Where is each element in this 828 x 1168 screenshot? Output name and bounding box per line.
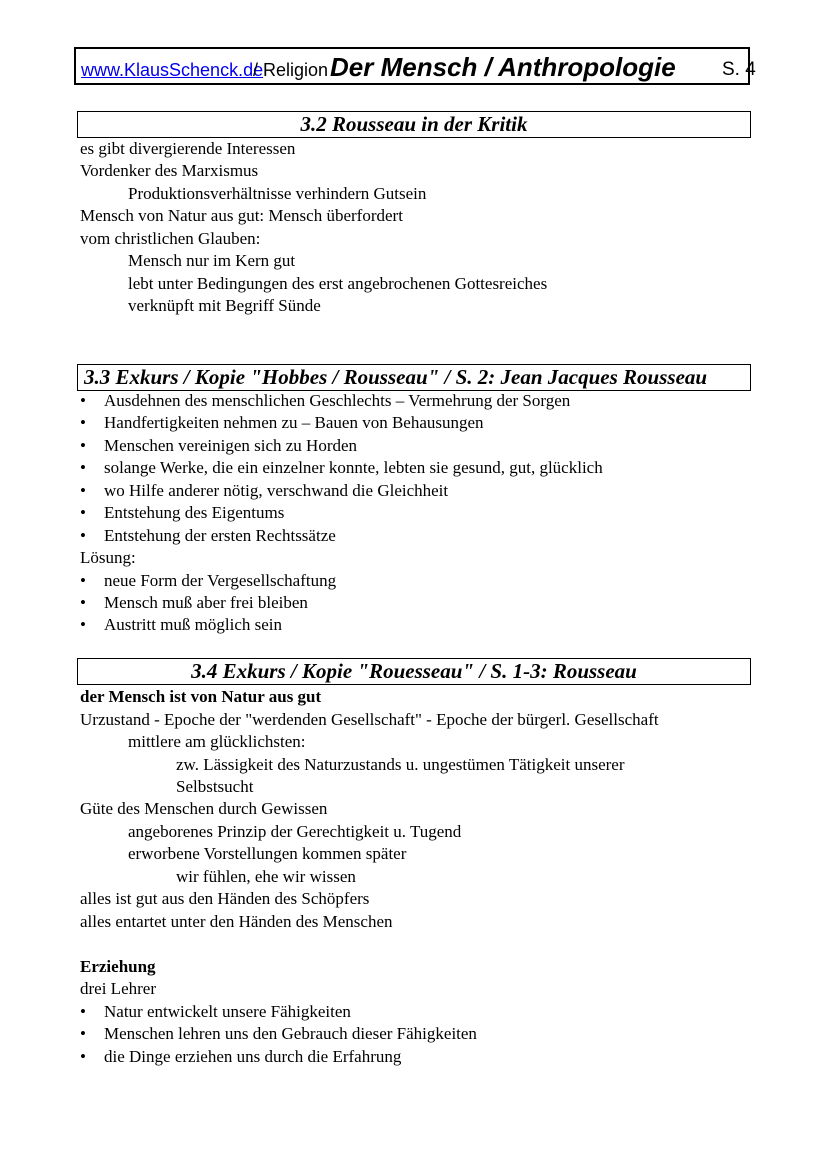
bullet-marker: • [80, 413, 86, 432]
text-line: mittlere am glücklichsten: [128, 732, 306, 751]
text-line: erworbene Vorstellungen kommen später [128, 844, 407, 863]
page-number: S. 4 [722, 59, 756, 80]
text-line: Güte des Menschen durch Gewissen [80, 799, 328, 818]
website-link[interactable]: www.KlausSchenck.de [81, 60, 264, 80]
text-line: Vordenker des Marxismus [80, 161, 259, 180]
text-line: wir fühlen, ehe wir wissen [176, 867, 356, 886]
list-item: Ausdehnen des menschlichen Geschlechts – Vermehrung der Sorgen [104, 391, 571, 410]
text-line: Selbstsucht [176, 777, 254, 796]
text-line: zw. Lässigkeit des Naturzustands u. ungestümen Tätigkeit unserer [176, 755, 625, 774]
text-line: Mensch von Natur aus gut: Mensch überfordert [80, 206, 403, 225]
section-heading-3-2: 3.2 Rousseau in der Kritik [77, 111, 751, 138]
bullet-marker: • [80, 1047, 86, 1066]
subject-label: / Religion [253, 60, 329, 80]
bullet-marker: • [80, 503, 86, 522]
document-title: Der Mensch / Anthropologie [330, 52, 676, 82]
list-item: solange Werke, die ein einzelner konnte, lebten sie gesund, gut, glücklich [104, 458, 603, 477]
list-item: Entstehung des Eigentums [104, 503, 285, 522]
bullet-marker: • [80, 1024, 86, 1043]
list-item: die Dinge erziehen uns durch die Erfahrung [104, 1047, 402, 1066]
education-subtitle: drei Lehrer [80, 979, 156, 998]
bullet-marker: • [80, 1002, 86, 1021]
list-item: Natur entwickelt unsere Fähigkeiten [104, 1002, 351, 1021]
list-item: Entstehung der ersten Rechtssätze [104, 526, 336, 545]
text-line: alles ist gut aus den Händen des Schöpfers [80, 889, 370, 908]
education-title: Erziehung [80, 957, 156, 976]
bullet-marker: • [80, 615, 86, 634]
list-item: Mensch muß aber frei bleiben [104, 593, 308, 612]
text-line: Produktionsverhältnisse verhindern Gutsein [128, 184, 427, 203]
text-line: verknüpft mit Begriff Sünde [128, 296, 321, 315]
list-item: Handfertigkeiten nehmen zu – Bauen von Behausungen [104, 413, 484, 432]
section-heading-3-4: 3.4 Exkurs / Kopie "Rouesseau" / S. 1-3: Rousseau [77, 658, 751, 685]
list-item: Menschen lehren uns den Gebrauch dieser Fähigkeiten [104, 1024, 477, 1043]
text-line: Mensch nur im Kern gut [128, 251, 296, 270]
text-line: lebt unter Bedingungen des erst angebrochenen Gottesreiches [128, 274, 548, 293]
bullet-marker: • [80, 391, 86, 410]
bullet-marker: • [80, 481, 86, 500]
bullet-marker: • [80, 593, 86, 612]
bullet-marker: • [80, 458, 86, 477]
text-line: der Mensch ist von Natur aus gut [80, 687, 322, 706]
list-item: neue Form der Vergesellschaftung [104, 571, 337, 590]
bullet-marker: • [80, 436, 86, 455]
list-item: Menschen vereinigen sich zu Horden [104, 436, 358, 455]
bullet-marker: • [80, 526, 86, 545]
text-line: alles entartet unter den Händen des Menschen [80, 912, 393, 931]
section-heading-3-3: 3.3 Exkurs / Kopie "Hobbes / Rousseau" / S. 2: Jean Jacques Rousseau [77, 364, 751, 391]
page-header [74, 47, 756, 85]
list-item: wo Hilfe anderer nötig, verschwand die Gleichheit [104, 481, 449, 500]
bullet-marker: • [80, 571, 86, 590]
text-line: Urzustand - Epoche der "werdenden Gesellschaft" - Epoche der bürgerl. Gesellschaft [80, 710, 659, 729]
solution-label: Lösung: [80, 548, 136, 567]
text-line: vom christlichen Glauben: [80, 229, 261, 248]
text-line: es gibt divergierende Interessen [80, 139, 296, 158]
text-line: angeborenes Prinzip der Gerechtigkeit u. Tugend [128, 822, 462, 841]
list-item: Austritt muß möglich sein [104, 615, 283, 634]
